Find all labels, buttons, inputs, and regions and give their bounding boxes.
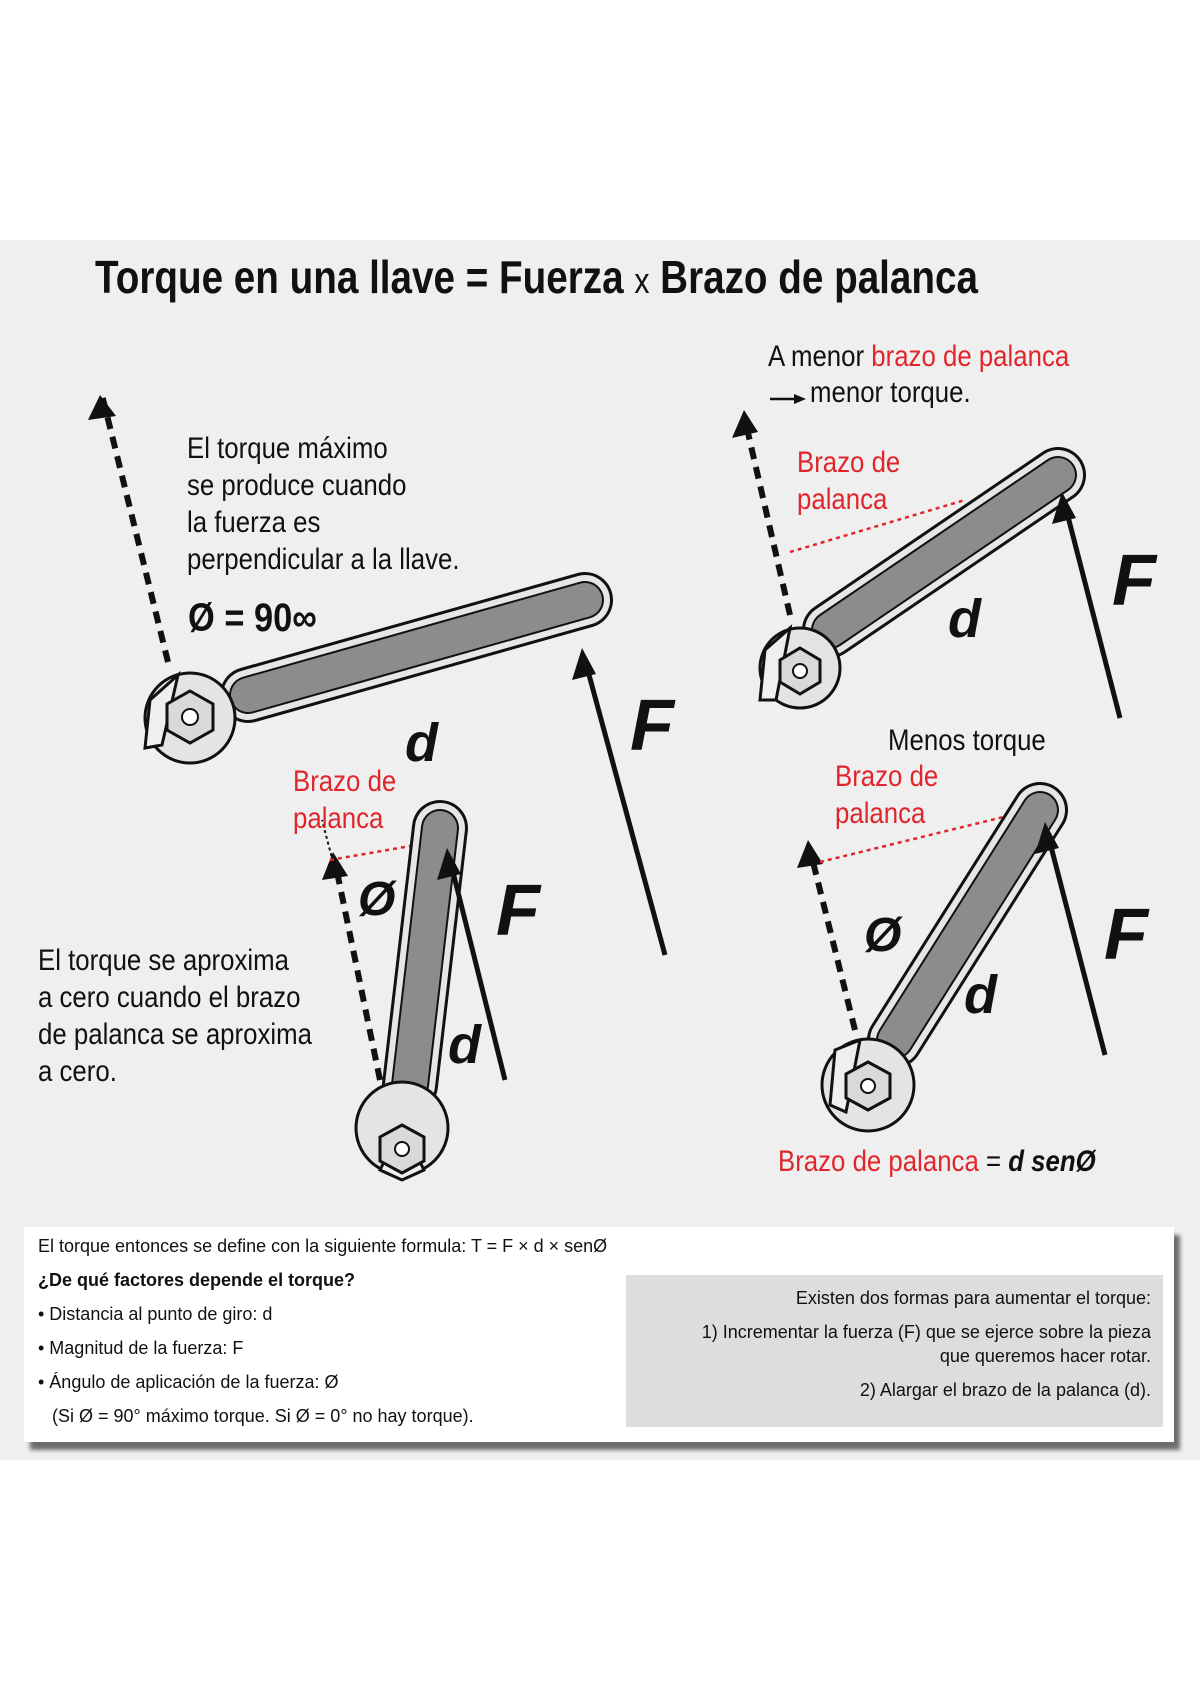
bottom-right-distance-label: d	[964, 965, 997, 1025]
wrench-main-force-direction	[102, 395, 168, 662]
bottom-right-force-label: F	[1104, 895, 1148, 975]
factor-angle: • Ángulo de aplicación de la fuerza: Ø	[38, 1372, 339, 1392]
way-2: 2) Alargar el brazo de la palanca (d).	[859, 1380, 1151, 1400]
wrench-main-dash-arrowhead	[88, 395, 116, 420]
bottom-right-caption: Menos torque	[888, 724, 1046, 757]
main-caption: El torque máximo se produce cuando la fuerza es perpendicular a la llave.	[187, 432, 460, 576]
definition-text: El torque entonces se define con la siguiente formula: T = F × d × senØ	[38, 1236, 608, 1256]
top-right-force-label: F	[1112, 541, 1156, 621]
bottom-left-angle-label: Ø	[358, 873, 396, 926]
factors-heading: ¿De qué factores depende el torque?	[38, 1270, 356, 1290]
top-right-caption-line2: menor torque.	[810, 376, 971, 409]
wrench-bottom-left	[322, 820, 505, 1180]
lever-formula: Brazo de palanca = d senØ	[778, 1145, 1096, 1178]
way-1: 1) Incrementar la fuerza (F) que se ejerce sobre la pieza	[701, 1322, 1151, 1342]
ways-title: Existen dos formas para aumentar el torque:	[795, 1288, 1151, 1308]
top-right-caption: A menor brazo de palanca	[768, 340, 1070, 373]
factor-force: • Magnitud de la fuerza: F	[38, 1338, 244, 1358]
way-1-cont: que queremos hacer rotar.	[939, 1346, 1151, 1366]
bottom-left-force-label: F	[496, 871, 540, 951]
main-force-label: F	[630, 686, 674, 766]
bottom-left-distance-label: d	[448, 1015, 481, 1075]
factor-distance: • Distancia al punto de giro: d	[38, 1304, 273, 1324]
wrench-top-right-dashed-arrow	[745, 420, 790, 615]
bottom-left-lever-label: Brazo de palanca	[293, 765, 397, 835]
bottom-right-angle-label: Ø	[864, 909, 902, 962]
page-title: Torque en una llave = Fuerza x Brazo de palanca	[95, 251, 978, 303]
top-right-lever-label: Brazo de palanca	[797, 446, 901, 516]
bottom-right-lever-label: Brazo de palanca	[835, 760, 939, 830]
top-right-distance-label: d	[948, 589, 981, 649]
wrench-top-right	[732, 410, 1120, 718]
factor-angle-note: (Si Ø = 90° máximo torque. Si Ø = 0° no hay torque).	[52, 1406, 474, 1426]
main-angle-label: Ø = 90∞	[188, 596, 317, 640]
ways-box	[626, 1275, 1163, 1427]
bottom-left-caption: El torque se aproxima a cero cuando el brazo de palanca se aproxima a cero.	[38, 944, 312, 1088]
main-distance-label: d	[405, 713, 438, 773]
wrench-bottom-right	[797, 808, 1105, 1131]
summary-box	[24, 1227, 1174, 1442]
